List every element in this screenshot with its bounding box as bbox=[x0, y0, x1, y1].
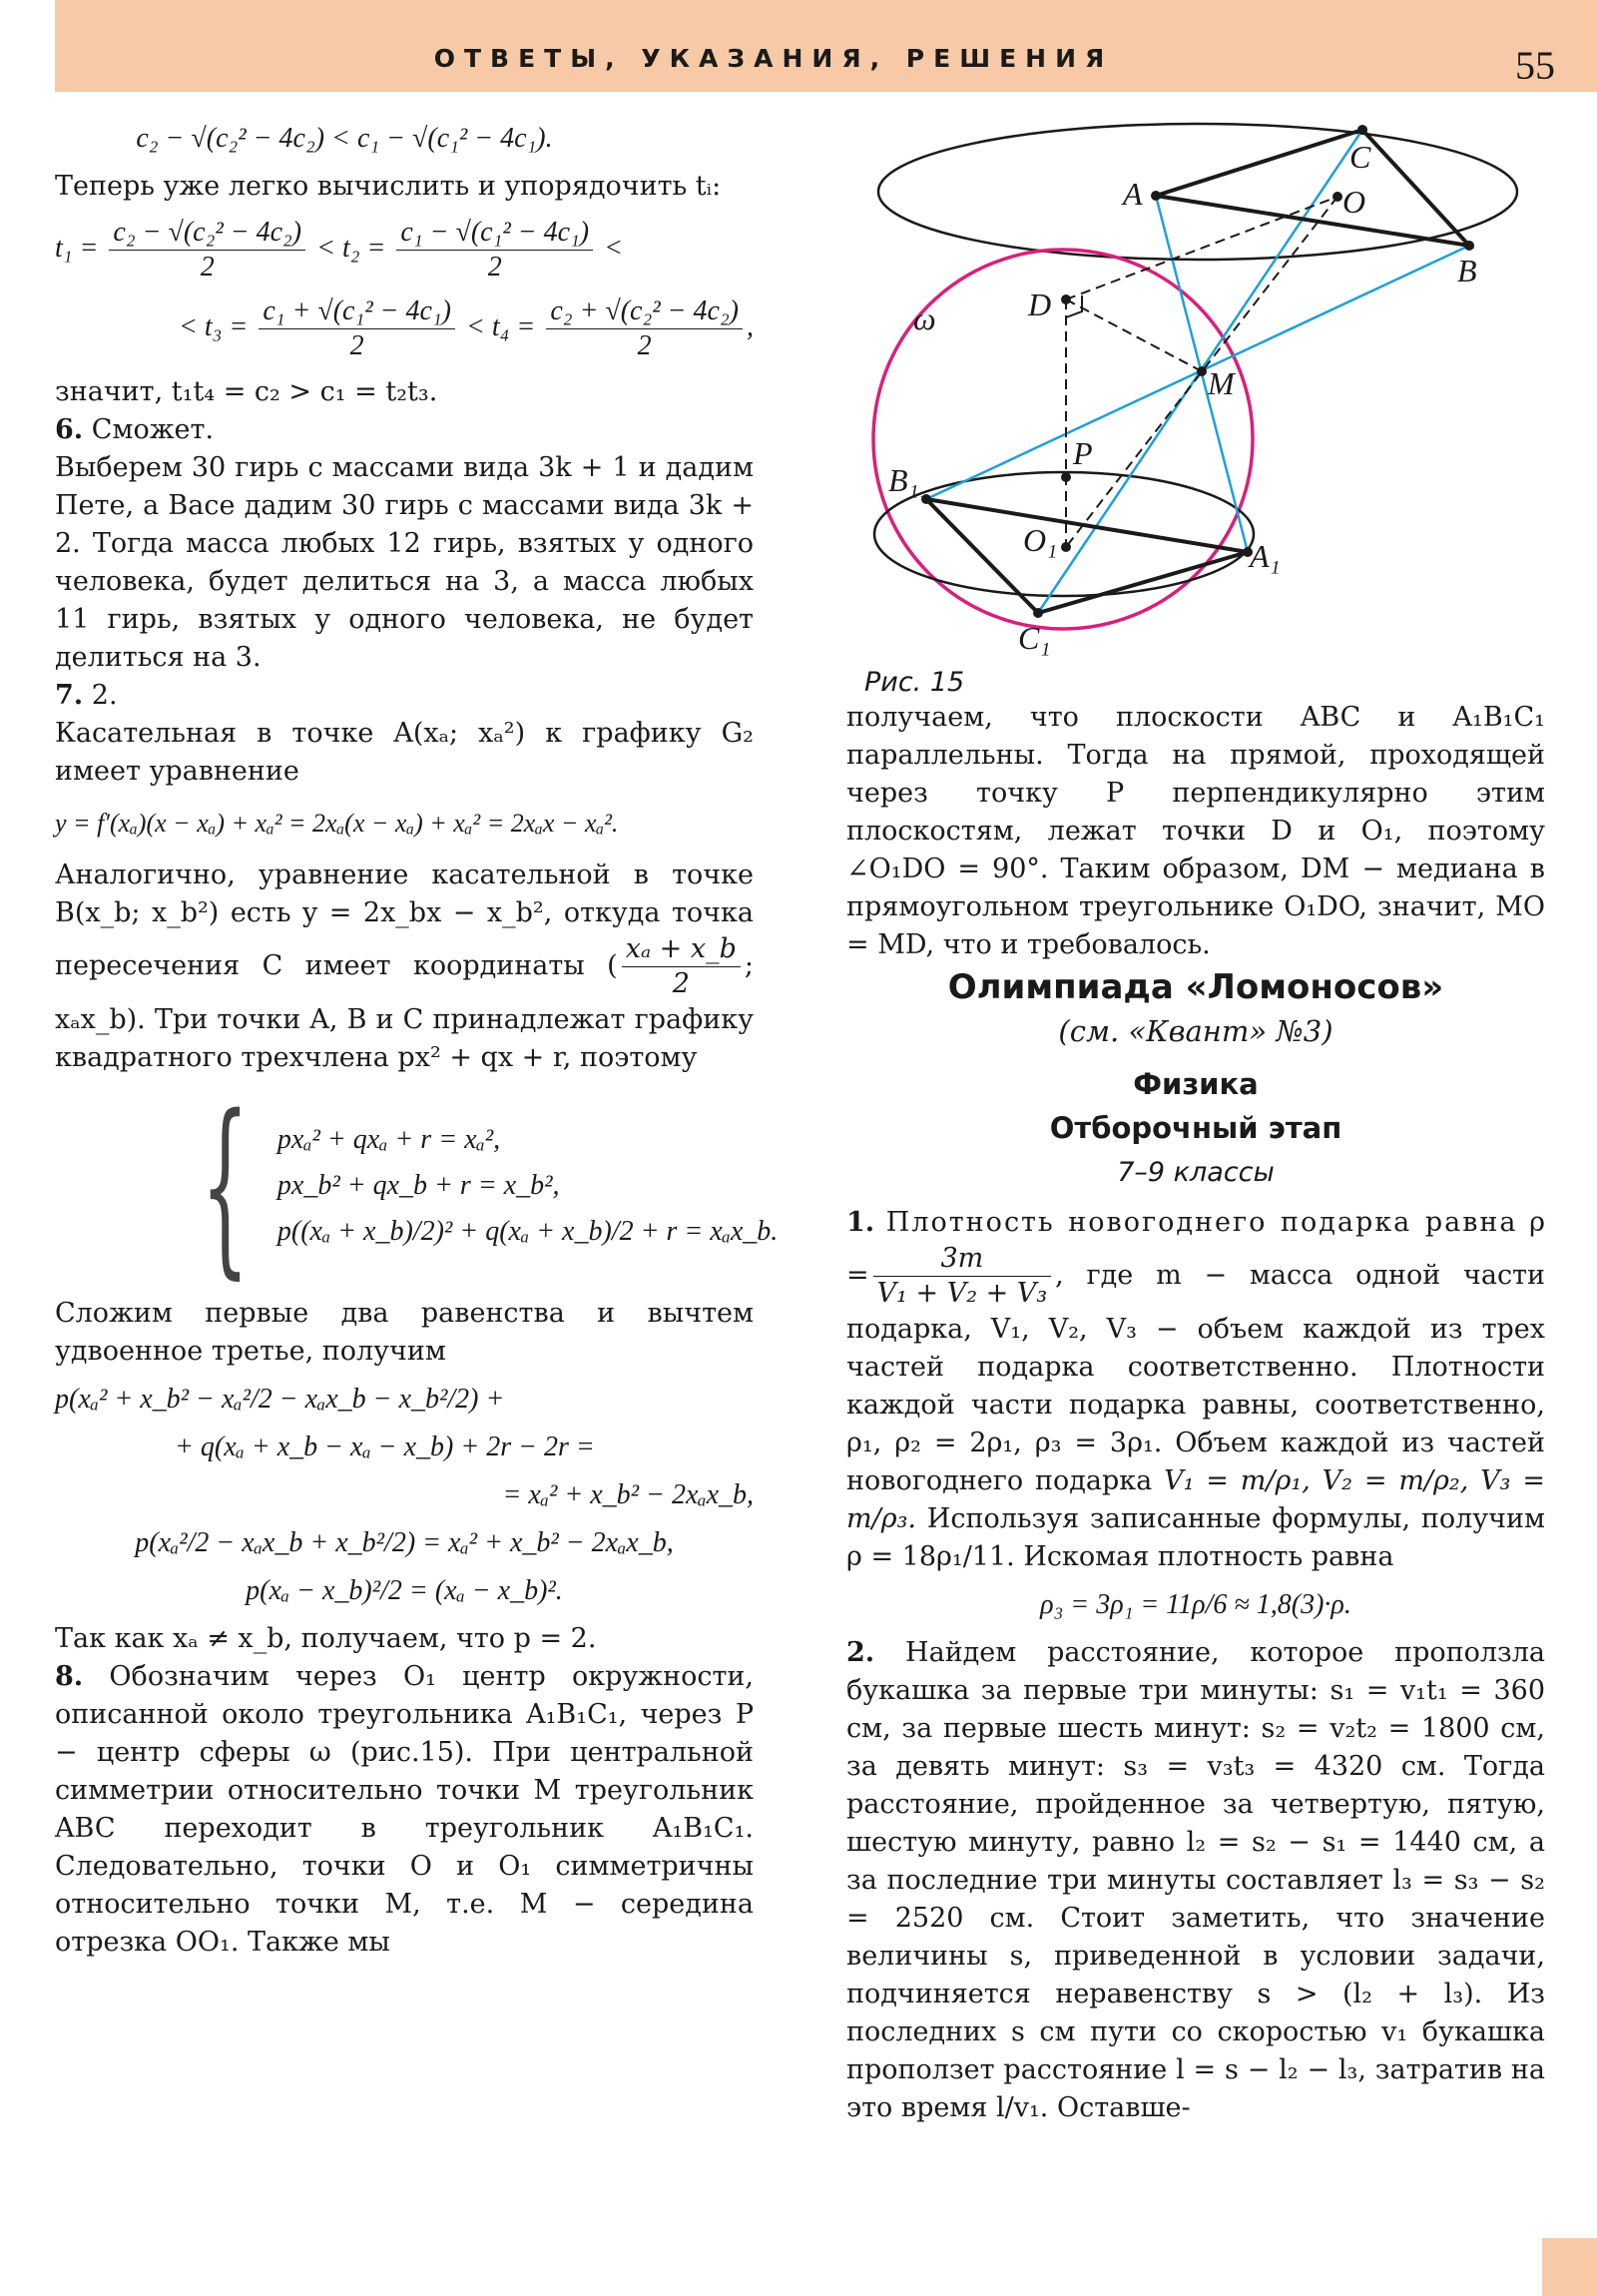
problem-6-solution: Выберем 30 гирь с массами вида 3k + 1 и дадим Пете, а Васе дадим 30 гирь с массами вида 3k + 2. Тогда масса любых 12 гирь, взятых у одного человека, будет делиться на 3, а масса любых 11 гирь, взятых у одного человека, не будет делиться на 3. bbox=[55, 452, 754, 673]
label-m: M bbox=[1208, 365, 1235, 401]
label-a1: A₁ bbox=[1250, 538, 1281, 574]
point-c bbox=[1357, 125, 1367, 135]
physics-problem-1: 1. Плотность новогоднего подарка равна ρ = $\frac{3m}{\text{V₁ + V₂ + V₃}}$ , где m − масса одной части подарка, V₁, V₂, V₃ − объем каждой из трех частей подарка соответственно. Плотности каждой части подарка равны, соответственно, ρ₁, ρ₂ = 2ρ₁, ρ₃ = 3ρ₁. Объем каждой из частей новогоднего подарка V₁ = m/ρ₁, V₂ = m/ρ₂, V₃ = m/ρ₃. Используя записанные формулы, получим ρ = 18ρ₁/11. Искомая плотность равна bbox=[846, 1207, 1545, 1572]
point-o bbox=[1332, 192, 1342, 202]
problem-7-text-4: Так как xₐ ≠ x_b, получаем, что p = 2. bbox=[55, 1623, 597, 1654]
brace-symbol: { bbox=[201, 1075, 250, 1296]
label-a: A bbox=[1123, 176, 1143, 212]
dashed-d-m bbox=[1066, 299, 1202, 371]
label-o1: O₁ bbox=[1023, 522, 1058, 558]
system-eq-2: px_b² + qx_b + r = x_b², bbox=[276, 1170, 560, 1201]
problem-8-text: 8. Обозначим через O₁ центр окружности, описанной около треугольника A₁B₁C₁, через P − центр сферы ω (рис.15). При центральной симметрии относительно точки M треугольник ABC переходит в треугольник A₁B₁C₁. Следовательно, точки O и O₁ симметричны относительно точки M, т.е. M − середина отрезка OO₁. Также мы bbox=[55, 1661, 754, 1958]
calc-line-1: p(xₐ² + x_b² − xₐ²/2 − xₐx_b − x_b²/2) + bbox=[55, 1384, 505, 1415]
formula-inequality: c₂ − √(c₂² − 4c₂) < c₁ − √(c₁² − 4c₁). bbox=[136, 123, 553, 154]
point-b bbox=[1464, 241, 1474, 251]
point-p bbox=[1061, 472, 1071, 482]
label-omega: ω bbox=[913, 300, 936, 336]
circle-a1b1c1 bbox=[874, 472, 1254, 596]
formula-t-line-2: < t₃ = $\frac{\text{c₁ + √(c₁² − 4c₁)}}{2}$ < t₄ = $\frac{\text{c₂ + √(c₂² − 4c₂)}}{2}$ , bbox=[179, 295, 754, 361]
grades-label: 7–9 классы bbox=[1117, 1157, 1275, 1188]
olympiad-subtitle: (см. «Квант» №3) bbox=[1058, 1014, 1333, 1048]
label-c: C bbox=[1349, 139, 1371, 175]
paragraph-order-t: Теперь уже легко вычислить и упорядочить tᵢ: bbox=[55, 171, 722, 202]
calc-line-2: + q(xₐ + x_b − xₐ − x_b) + 2r − 2r = bbox=[175, 1432, 595, 1462]
subject-title: Физика bbox=[1133, 1067, 1259, 1101]
paragraph-conclusion: значит, t₁t₄ = c₂ > c₁ = t₂t₃. bbox=[55, 376, 438, 407]
label-d: D bbox=[1028, 287, 1052, 322]
point-m bbox=[1197, 366, 1207, 376]
page-corner-tab bbox=[1542, 2238, 1597, 2296]
left-column bbox=[55, 110, 779, 1962]
running-title: ОТВЕТЫ, УКАЗАНИЯ, РЕШЕНИЯ bbox=[433, 44, 1114, 73]
label-b: B bbox=[1457, 253, 1477, 288]
problem-7-text-2: Аналогично, уравнение касательной в точке B(x_b; x_b²) есть y = 2x_bx − x_b², откуда точка пересечения C имеет координаты ( $\frac{\text{xₐ + x\_b}}{2}$ ; xₐx_b). Три точки A, B и C принадлежат графику квадратного трехчлена px² + qx + r, поэтому bbox=[55, 860, 754, 1073]
equation-system bbox=[165, 1075, 779, 1296]
label-p: P bbox=[1073, 435, 1093, 471]
formula-t-line-1: t₁ = $\frac{\text{c₂ − √(c₂² − 4c₂)}}{2}$ < t₂ = $\frac{\text{c₁ − √(c₁² − 4c₁)}}{2}$ < bbox=[55, 217, 624, 283]
point-a bbox=[1151, 191, 1161, 201]
point-c1 bbox=[1033, 608, 1043, 618]
problem-8-continuation: получаем, что плоскости ABC и A₁B₁C₁ параллельны. Тогда на прямой, проходящей через точку P перпендикулярно этим плоскостям, лежат точки D и O₁, поэтому ∠O₁DO = 90°. Таким образом, DM − медиана в прямоугольном треугольнике O₁DO, значит, MO = MD, что и требовалось. bbox=[846, 702, 1545, 960]
page-number: 55 bbox=[1515, 43, 1555, 88]
label-o: O bbox=[1342, 184, 1366, 220]
problem-7-answer: 7. 2. bbox=[55, 680, 118, 711]
formula-tangent: y = f′(xₐ)(x − xₐ) + xₐ² = 2xₐ(x − xₐ) + xₐ² = 2xₐx − xₐ². bbox=[55, 809, 619, 838]
point-b1 bbox=[921, 494, 931, 504]
calc-line-3: = xₐ² + x_b² − 2xₐx_b, bbox=[502, 1479, 754, 1510]
label-c1: C₁ bbox=[1018, 620, 1051, 656]
calc-line-5: p(xₐ − x_b)²/2 = (xₐ − x_b)². bbox=[246, 1575, 563, 1606]
stage-title: Отборочный этап bbox=[1049, 1111, 1342, 1145]
problem-6-answer: 6. Сможет. bbox=[55, 414, 215, 445]
olympiad-title: Олимпиада «Ломоносов» bbox=[947, 967, 1444, 1007]
label-b1: B₁ bbox=[888, 462, 919, 498]
point-d bbox=[1061, 294, 1071, 304]
formula-density-result: ρ₃ = 3ρ₁ = 11ρ/6 ≈ 1,8(3)·ρ. bbox=[1040, 1589, 1351, 1620]
calc-line-4: p(xₐ²/2 − xₐx_b + x_b²/2) = xₐ² + x_b² − 2xₐx_b, bbox=[135, 1527, 674, 1558]
figure-caption: Рис. 15 bbox=[864, 667, 965, 698]
right-column bbox=[846, 699, 1545, 2127]
system-eq-1: pxₐ² + qxₐ + r = xₐ², bbox=[276, 1124, 501, 1155]
problem-7-text-3: Сложим первые два равенства и вычтем удвоенное третье, получим bbox=[55, 1298, 754, 1367]
figure-15 bbox=[853, 108, 1532, 697]
problem-7-text-1: Касательная в точке A(xₐ; xₐ²) к графику G₂ имеет уравнение bbox=[55, 718, 754, 787]
point-o1 bbox=[1061, 542, 1071, 552]
page-header bbox=[55, 0, 1597, 92]
system-eq-3: p((xₐ + x_b)/2)² + q(xₐ + x_b)/2 + r = xₐx_b. bbox=[276, 1216, 779, 1247]
physics-problem-2: 2. Найдем расстояние, которое проползла букашка за первые три минуты: s₁ = v₁t₁ = 360 см, за первые шесть минут: s₂ = v₂t₂ = 1800 см, за девять минут: s₃ = v₃t₃ = 4320 см. Тогда расстояние, пройденное за четвертую, пятую, шестую минуту, равно l₂ = s₂ − s₁ = 1440 см, а за последние три минуты составляет l₃ = s₃ − s₂ = 2520 см. Стоит заметить, что значение величины s, приведенной в условии задачи, подчиняется неравенству s > (l₂ + l₃). Из последних s см пути со скоростью v₁ букашка проползет расстояние l = s − l₂ − l₃, затратив на это время l/v₁. Оставше- bbox=[846, 1637, 1545, 2123]
